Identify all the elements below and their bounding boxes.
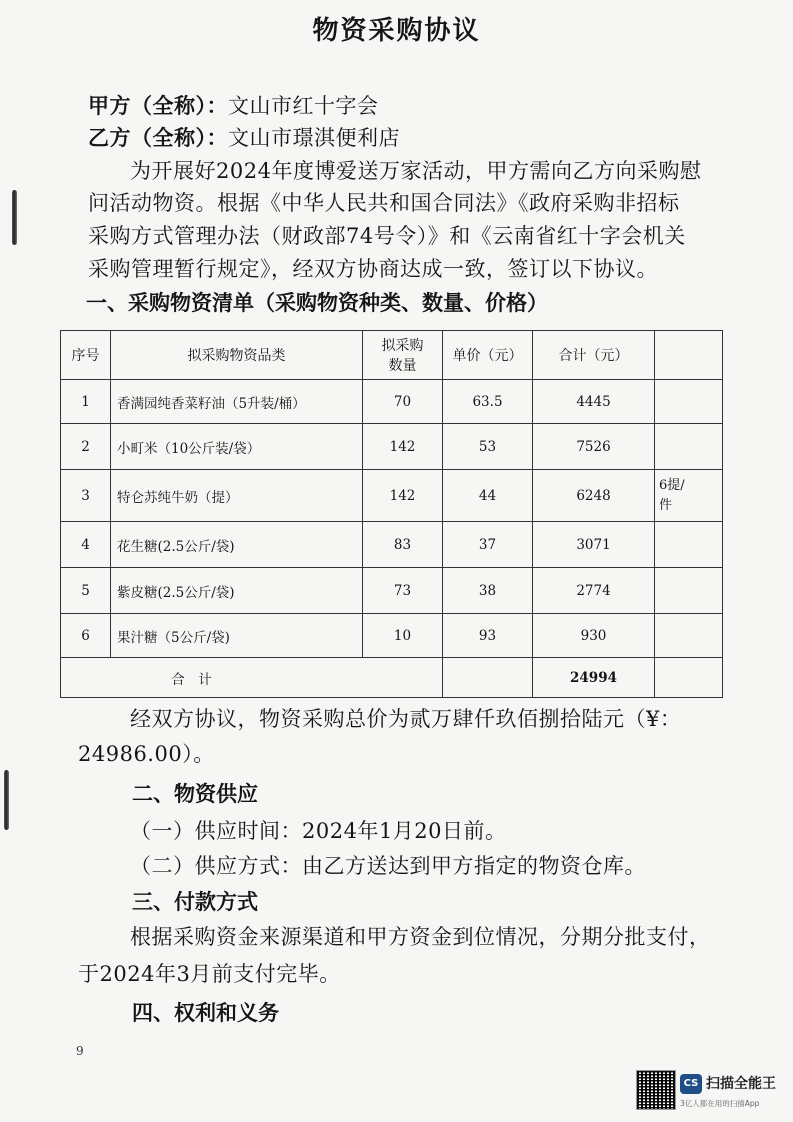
row-total: 7526 (533, 424, 655, 470)
row-price: 44 (443, 470, 533, 522)
row-total: 2774 (533, 568, 655, 614)
table-row (61, 424, 723, 470)
row-qty: 70 (363, 380, 443, 424)
section-3-heading: 三、付款方式 (132, 890, 258, 914)
document-title: 物资采购协议 (312, 16, 481, 46)
row-no: 1 (61, 380, 111, 424)
row-total: 3071 (533, 522, 655, 568)
section-2-heading: 二、物资供应 (132, 782, 258, 806)
row-item: 紫皮糖(2.5公斤/袋) (111, 568, 363, 614)
row-note-line-2: 件 (659, 497, 673, 513)
row-note (655, 424, 723, 470)
table-row (61, 380, 723, 424)
row-note-line-1: 6提/ (659, 477, 685, 493)
row-price: 37 (443, 522, 533, 568)
header-total: 合计（元） (533, 331, 655, 380)
header-price: 单价（元） (443, 331, 533, 380)
scanner-tagline: 3亿人都在用的扫描App (680, 1099, 760, 1108)
row-total: 6248 (533, 470, 655, 522)
row-price: 63.5 (443, 380, 533, 424)
row-no: 3 (61, 470, 111, 522)
supply-method: （二）供应方式：由乙方送达到甲方指定的物资仓库。 (130, 854, 646, 878)
sum-price-empty (443, 658, 533, 698)
row-qty: 73 (363, 568, 443, 614)
row-qty: 142 (363, 424, 443, 470)
table-sum-row (61, 658, 723, 698)
row-no: 6 (61, 614, 111, 658)
row-item: 花生糖(2.5公斤/袋) (111, 522, 363, 568)
camscanner-logo: CS (680, 1074, 702, 1094)
table-row (61, 470, 723, 522)
row-note (655, 380, 723, 424)
party-a-label: 甲方（全称）： (88, 94, 228, 118)
header-qty-line-1: 拟采购 (381, 338, 424, 354)
header-item: 拟采购物资品类 (111, 331, 363, 380)
row-price: 93 (443, 614, 533, 658)
row-no: 5 (61, 568, 111, 614)
scanner-brand: 扫描全能王 (706, 1076, 776, 1092)
section-1-heading: 一、采购物资清单（采购物资种类、数量、价格） (86, 291, 548, 315)
row-total: 4445 (533, 380, 655, 424)
table-header-row (61, 331, 723, 380)
agreement-line-1: 经双方协议，物资采购总价为贰万肆仟玖佰捌拾陆元（¥： (130, 707, 682, 731)
party-b-line (88, 122, 400, 152)
party-a-line (88, 90, 379, 120)
table-row (61, 568, 723, 614)
row-note (655, 522, 723, 568)
page-mark: 9 (76, 1044, 84, 1058)
row-qty: 142 (363, 470, 443, 522)
header-qty (363, 331, 443, 380)
sum-label: 合 计 (61, 658, 443, 698)
party-b-label: 乙方（全称）： (88, 126, 228, 150)
row-price: 38 (443, 568, 533, 614)
row-qty: 10 (363, 614, 443, 658)
section-4-heading: 四、权利和义务 (132, 1001, 279, 1025)
table-row (61, 614, 723, 658)
header-no: 序号 (61, 331, 111, 380)
qr-code-icon (636, 1070, 676, 1110)
party-b-value: 文山市璟淇便利店 (228, 126, 400, 150)
row-note (655, 568, 723, 614)
row-no: 4 (61, 522, 111, 568)
row-price: 53 (443, 424, 533, 470)
payment-line-1: 根据采购资金来源渠道和甲方资金到位情况，分期分批支付， (130, 925, 711, 949)
intro-line-4: 采购管理暂行规定》，经双方协商达成一致，签订以下协议。 (88, 257, 658, 281)
agreement-line-2: 24986.00）。 (78, 742, 215, 766)
supply-time: （一）供应时间：2024年1月20日前。 (130, 819, 507, 843)
intro-line-1: 为开展好2024年度博爱送万家活动，甲方需向乙方向采购慰 (130, 159, 702, 183)
row-no: 2 (61, 424, 111, 470)
party-a-value: 文山市红十字会 (228, 94, 379, 118)
row-note (655, 470, 723, 522)
sum-total: 24994 (533, 658, 655, 698)
payment-line-2: 于2024年3月前支付完毕。 (78, 962, 341, 986)
row-item: 香满园纯香菜籽油（5升装/桶） (111, 380, 363, 424)
header-qty-line-2: 数量 (388, 358, 417, 374)
row-item: 特仑苏纯牛奶（提） (111, 470, 363, 522)
row-item: 果汁糖（5公斤/袋) (111, 614, 363, 658)
procurement-table (60, 330, 723, 698)
row-total: 930 (533, 614, 655, 658)
scanner-watermark (636, 1070, 786, 1112)
sum-note-empty (655, 658, 723, 698)
table-row (61, 522, 723, 568)
row-item: 小町米（10公斤装/袋） (111, 424, 363, 470)
row-note (655, 614, 723, 658)
intro-line-2: 问活动物资。根据《中华人民共和国合同法》《政府采购非招标 (88, 191, 680, 215)
binder-clip-top (12, 190, 17, 245)
intro-line-3: 采购方式管理办法（财政部74号令）》和《云南省红十字会机关 (88, 224, 686, 248)
binder-clip-bottom (4, 770, 9, 830)
header-note (655, 331, 723, 380)
row-qty: 83 (363, 522, 443, 568)
